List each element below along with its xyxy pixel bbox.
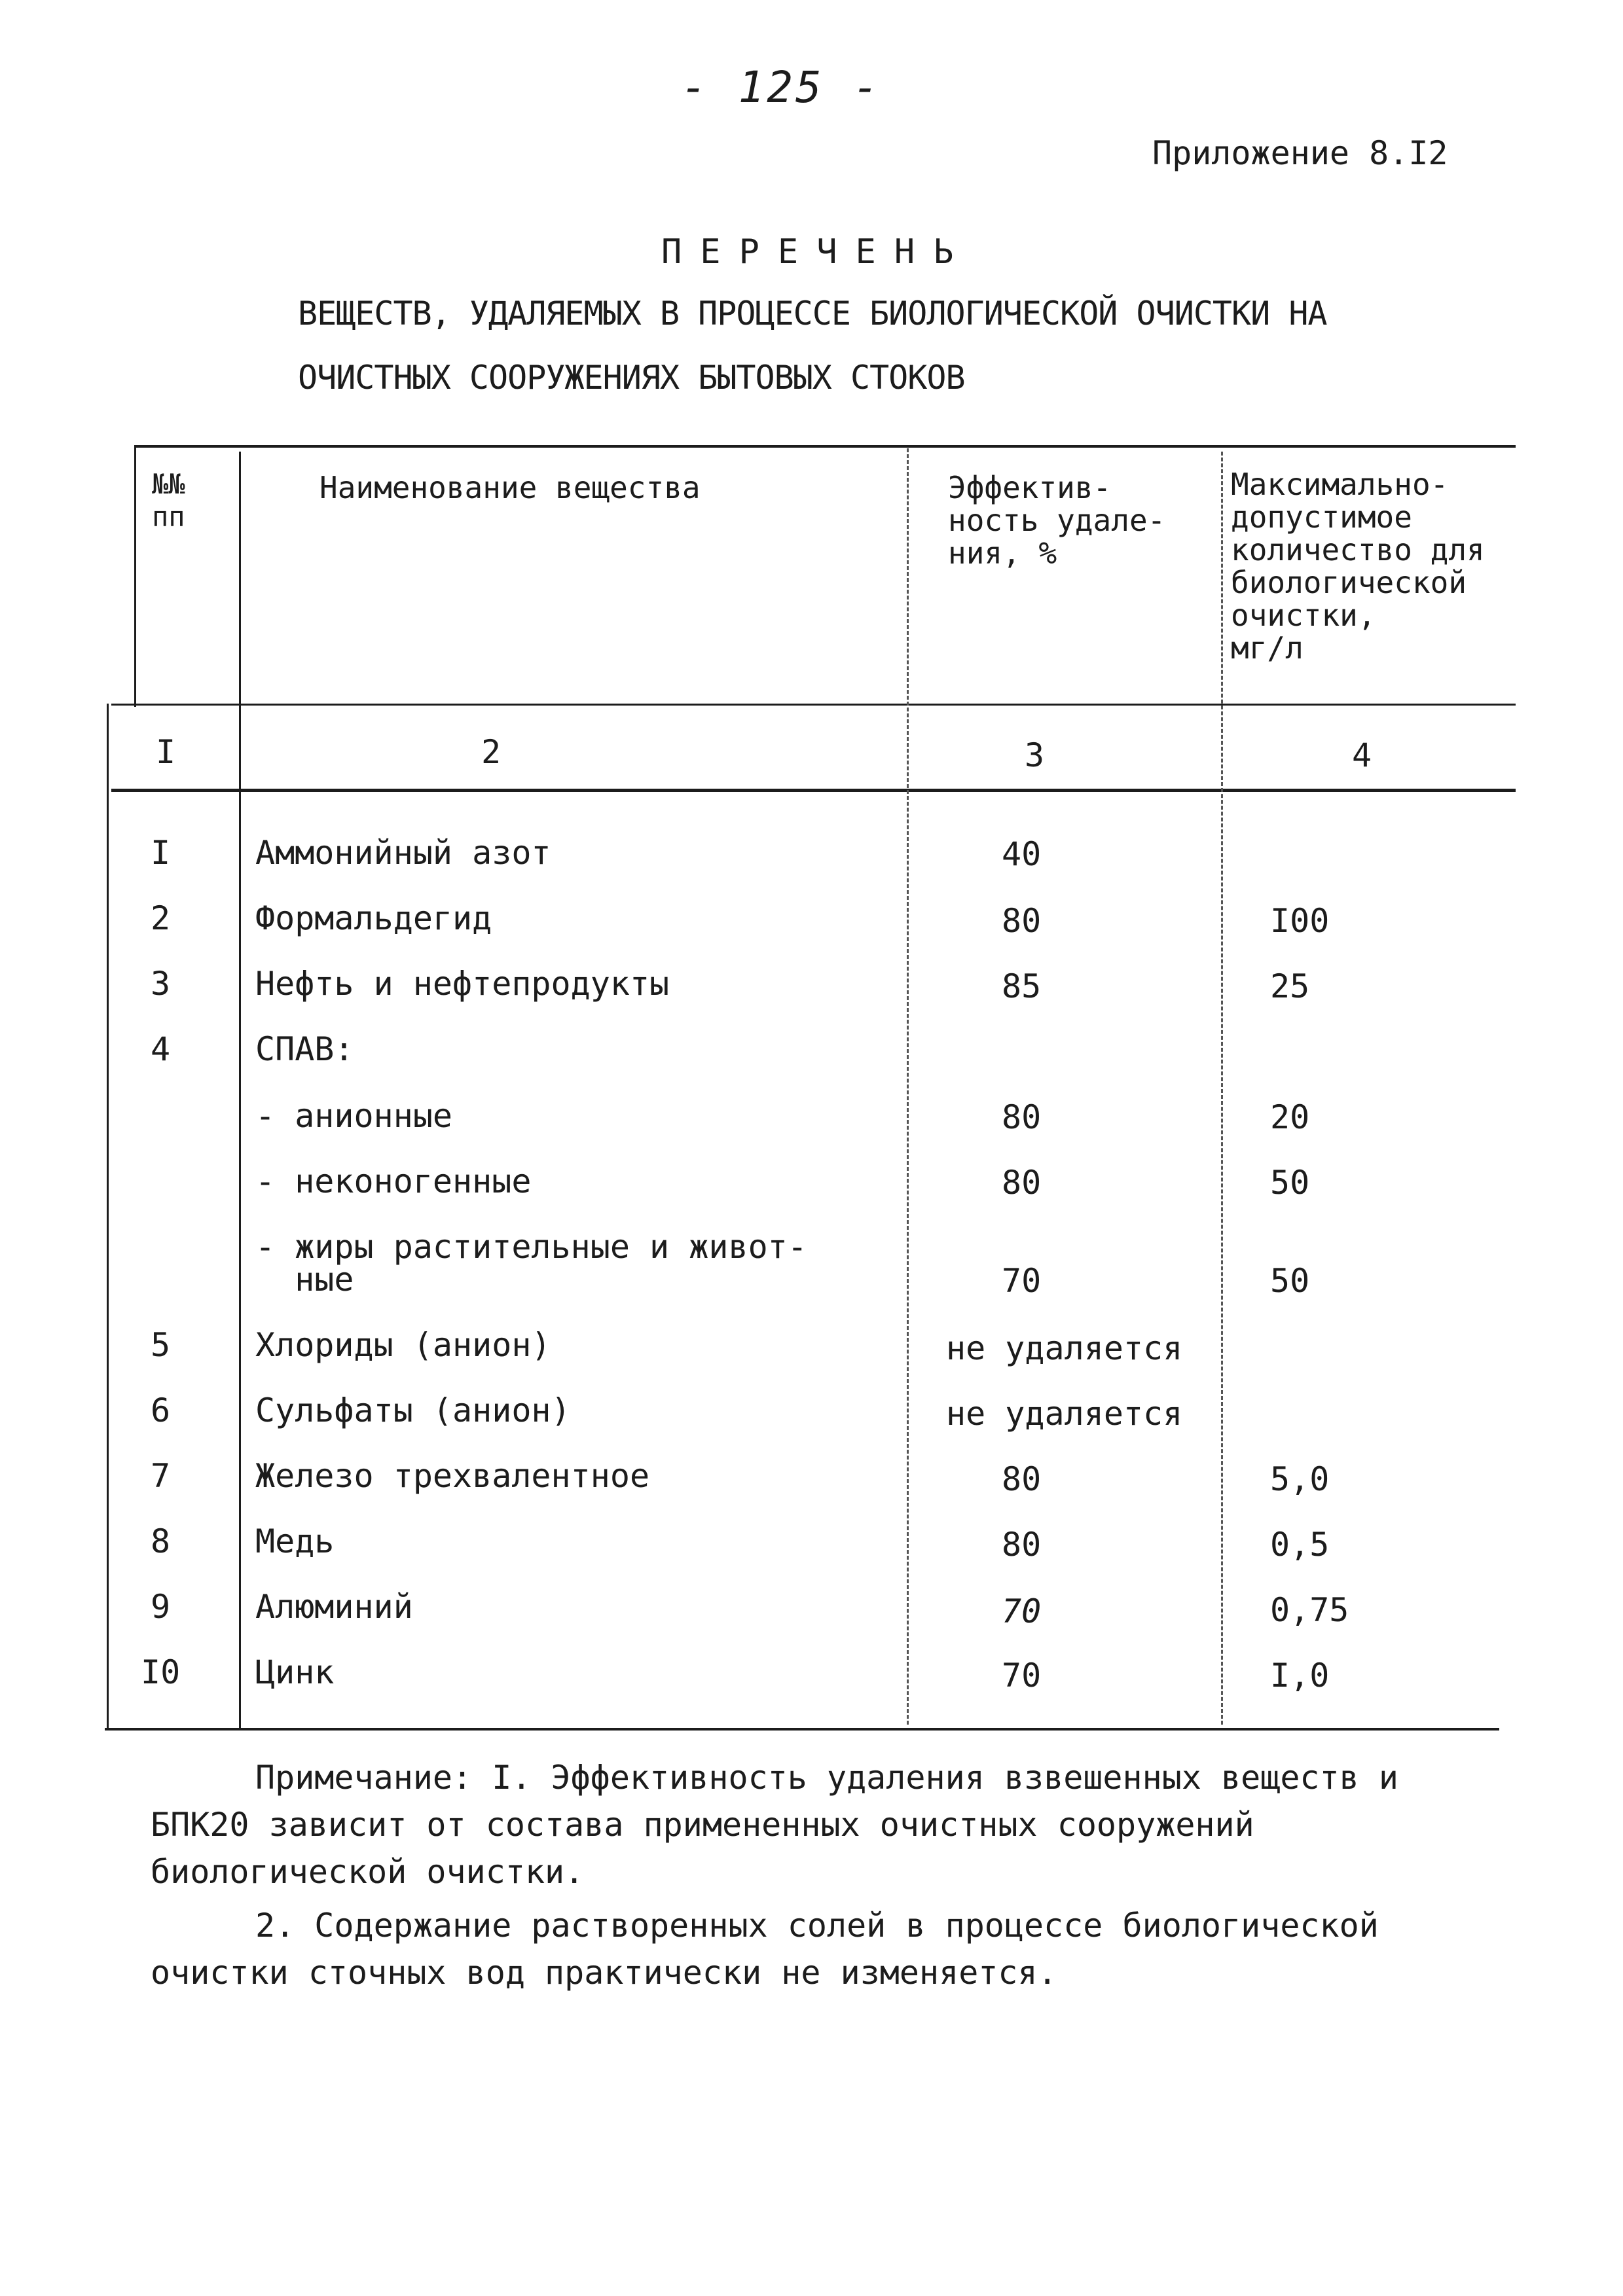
header-efficiency: Эффектив- ность удале- ния, % — [948, 470, 1166, 571]
note-2: 2. Содержание растворенных солей в процессе биологической очистки сточных вод практически не изменяется. — [151, 1907, 1379, 1992]
col1-divider — [239, 452, 241, 1728]
column-number-4: 4 — [1352, 736, 1372, 774]
header-bottom-rule — [111, 704, 1516, 706]
removal-efficiency: 80 — [1002, 1098, 1042, 1136]
removal-efficiency: 80 — [1002, 902, 1042, 940]
removal-efficiency: 80 — [1002, 1526, 1042, 1564]
substance-name: - анионные — [255, 1097, 453, 1135]
table-top-rule — [134, 445, 1516, 448]
row-number: 4 — [151, 1030, 171, 1068]
header-substance-name: Наименование вещества — [319, 470, 701, 505]
note-1: Примечание: I. Эффективность удаления взвешенных веществ и БПК20 зависит от состава примененных очистных сооружений биологической очистки. — [151, 1759, 1398, 1891]
removal-efficiency: 70 — [1002, 1262, 1042, 1300]
removal-efficiency: не удаляется — [946, 1395, 1183, 1433]
colnum-bottom-rule — [111, 789, 1516, 792]
row-number: I — [151, 834, 171, 872]
col3-divider — [1221, 452, 1223, 1725]
col2-divider — [907, 448, 909, 1725]
row-number: 8 — [151, 1522, 171, 1560]
substance-name: Алюминий — [255, 1588, 413, 1626]
row-number: I0 — [141, 1653, 181, 1691]
substance-name: Аммонийный азот — [255, 834, 551, 872]
column-number-1: I — [156, 733, 176, 771]
removal-efficiency: 80 — [1002, 1164, 1042, 1202]
substance-name: - жиры растительные и живот- ные — [255, 1228, 807, 1299]
substance-name: Железо трехвалентное — [255, 1457, 650, 1495]
max-allowed: 50 — [1270, 1262, 1310, 1300]
max-allowed: 25 — [1270, 967, 1310, 1005]
removal-efficiency: не удаляется — [946, 1329, 1183, 1367]
column-number-3: 3 — [1025, 736, 1045, 774]
row-number: 6 — [151, 1391, 171, 1429]
notes — [151, 1754, 1486, 1996]
substance-name: Медь — [255, 1522, 335, 1560]
row-number: 9 — [151, 1588, 171, 1626]
removal-efficiency: 70 — [1002, 1657, 1042, 1695]
removal-efficiency: 70 — [1002, 1592, 1042, 1630]
max-allowed: 0,75 — [1270, 1591, 1349, 1629]
row-number: 3 — [151, 965, 171, 1003]
max-allowed: 0,5 — [1270, 1526, 1330, 1564]
max-allowed: 5,0 — [1270, 1460, 1330, 1498]
table-left-border — [134, 445, 136, 707]
table-left-border-lower — [107, 704, 109, 1728]
substance-name: Цинк — [255, 1653, 335, 1691]
substance-name: Формальдегид — [255, 899, 492, 937]
page-number: - 125 - — [681, 62, 882, 113]
substance-name: СПАВ: — [255, 1030, 354, 1068]
header-number: №№ пп — [152, 468, 185, 533]
max-allowed: 50 — [1270, 1164, 1310, 1202]
max-allowed: 20 — [1270, 1098, 1310, 1136]
removal-efficiency: 85 — [1002, 967, 1042, 1005]
removal-efficiency: 40 — [1002, 835, 1042, 873]
substance-name: Нефть и нефтепродукты — [255, 965, 670, 1003]
substance-name: - неконогенные — [255, 1162, 532, 1200]
row-number: 7 — [151, 1457, 171, 1495]
substance-name: Хлориды (анион) — [255, 1326, 551, 1364]
max-allowed: I00 — [1270, 902, 1330, 940]
header-max-allowed: Максимально- допустимое количество для биологической очистки, мг/л — [1231, 467, 1485, 666]
substance-name: Сульфаты (анион) — [255, 1391, 571, 1429]
removal-efficiency: 80 — [1002, 1460, 1042, 1498]
column-number-2: 2 — [481, 733, 501, 771]
document-title: ПЕРЕЧЕНЬ — [661, 232, 972, 272]
document-subtitle: ВЕЩЕСТВ, УДАЛЯЕМЫХ В ПРОЦЕССЕ БИОЛОГИЧЕСКОЙ ОЧИСТКИ НА ОЧИСТНЫХ СООРУЖЕНИЯХ БЫТОВЫХ СТОКОВ — [298, 295, 1327, 397]
appendix-label: Приложение 8.I2 — [1152, 134, 1448, 172]
row-number: 5 — [151, 1326, 171, 1364]
max-allowed: I,0 — [1270, 1657, 1330, 1695]
table-bottom-rule — [105, 1728, 1499, 1731]
row-number: 2 — [151, 899, 171, 937]
